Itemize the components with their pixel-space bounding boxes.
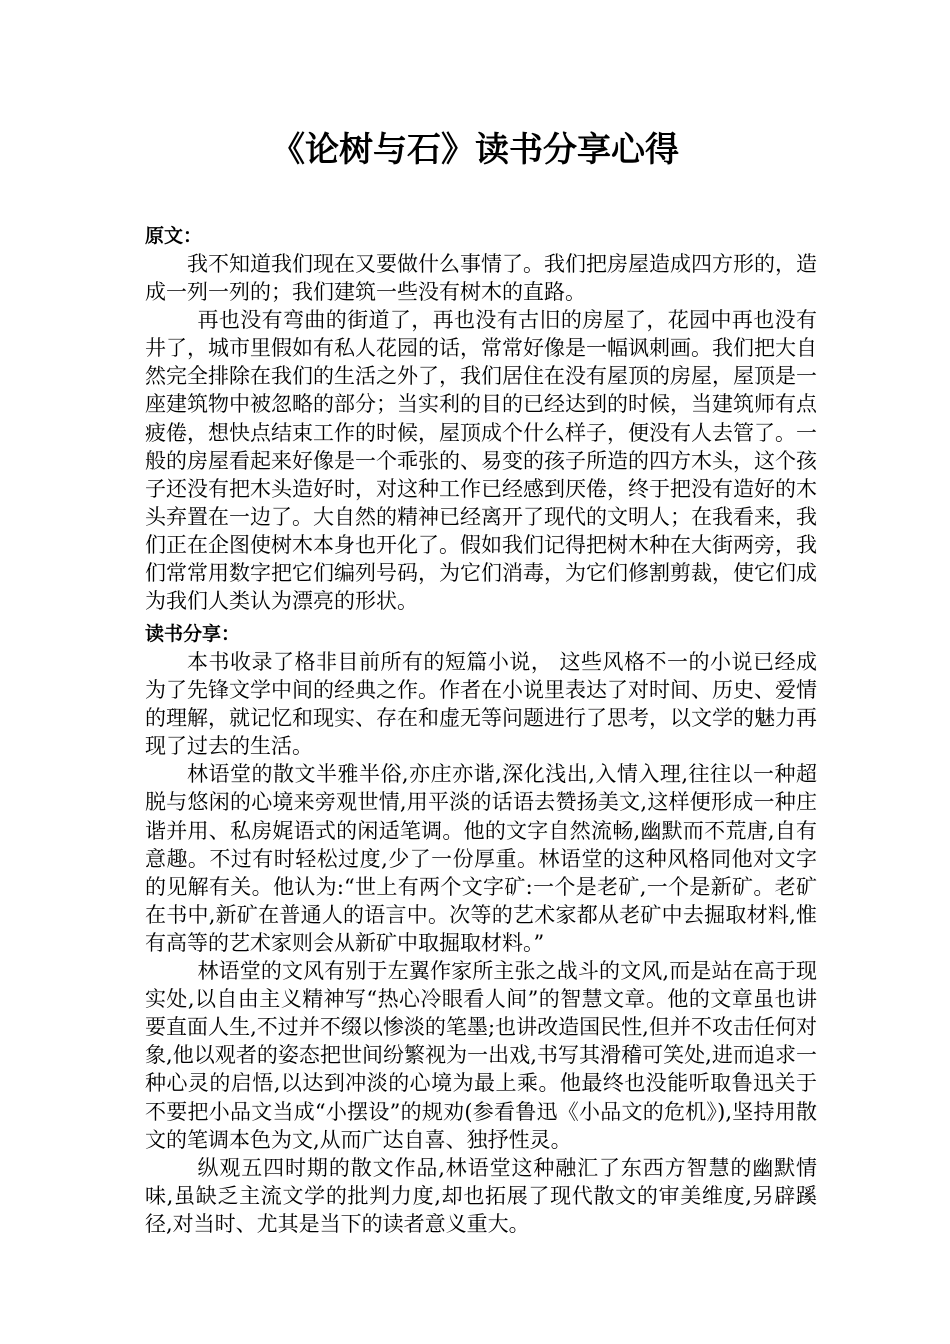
sharing-paragraph-3: 林语堂的文风有别于左翼作家所主张之战斗的文风,而是站在高于现实处,以自由主义精神写“热心冷眼看人间”的智慧文章。他的文章虽也讲要直面人生,不过并不缀以惨淡的笔墨;也讲改造国民性,但并不攻击任何对象,他以观者的姿态把世间纷繁视为一出戏,书写其滑稽可笑处,进而追求一种心灵的启悟,以达到冲淡的心境为最上乘。他最终也没能听取鲁迅关于不要把小品文当成“小摆设”的规劝(参看鲁迅《小品文的危机》),坚持用散文的笔调本色为文,从而广达自喜、独抒性灵。 [145,959,817,1152]
sharing-paragraph-2: 林语堂的散文半雅半俗,亦庄亦谐,深化浅出,入情入理,往往以一种超脱与悠闲的心境来旁观世情,用平淡的话语去赞扬美文,这样便形成一种庄谐并用、私房娓语式的闲适笔调。他的文字自然流畅,幽默而不荒唐,自有意趣。不过有时轻松过度,少了一份厚重。林语堂的这种风格同他对文字的见解有关。他认为:“世上有两个文字矿:一个是老矿,一个是新矿。老矿在书中,新矿在普通人的语言中。次等的艺术家都从老矿中去掘取材料,惟有高等的艺术家则会从新矿中取掘取材料。” [145,762,817,955]
section-heading-original: 原文： [145,225,203,247]
section-sharing [145,620,817,1238]
original-paragraph-2: 再也没有弯曲的街道了，再也没有古旧的房屋了，花园中再也没有井了，城市里假如有私人花园的话，常常好像是一幅讽刺画。我们把大自然完全排除在我们的生活之外了，我们居住在没有屋顶的房屋，屋顶是一座建筑物中被忽略的部分；当实利的目的已经达到的时候，当建筑师有点疲倦，想快点结束工作的时候，屋顶成个什么样子，便没有人去管了。一般的房屋看起来好像是一个乖张的、易变的孩子所造的四方木头，这个孩子还没有把木头造好时，对这种工作已经感到厌倦，终于把没有造好的木头弃置在一边了。大自然的精神已经离开了现代的文明人；在我看来，我们正在企图使树木本身也开化了。假如我们记得把树木种在大街两旁，我们常常用数字把它们编列号码，为它们消毒，为它们修割剪裁，使它们成为我们人类认为漂亮的形状。 [145,308,817,614]
section-original [145,222,817,615]
sharing-paragraph-1: 本书收录了格非目前所有的短篇小说， 这些风格不一的小说已经成为了先锋文学中间的经典之作。作者在小说里表达了对时间、历史、爱情的理解，就记忆和现实、存在和虚无等问题进行了思考，以文学的魅力再现了过去的生活。 [145,650,817,759]
section-heading-sharing: 读书分享： [145,623,241,645]
document-title: 《论树与石》读书分享心得 [271,130,679,170]
sharing-paragraph-4: 纵观五四时期的散文作品,林语堂这种融汇了东西方智慧的幽默情味,虽缺乏主流文学的批判力度,却也拓展了现代散文的审美维度,另辟蹊径,对当时、尤其是当下的读者意义重大。 [145,1155,817,1236]
original-paragraph-1: 我不知道我们现在又要做什么事情了。我们把房屋造成四方形的，造成一列一列的；我们建筑一些没有树木的直路。 [145,252,817,305]
